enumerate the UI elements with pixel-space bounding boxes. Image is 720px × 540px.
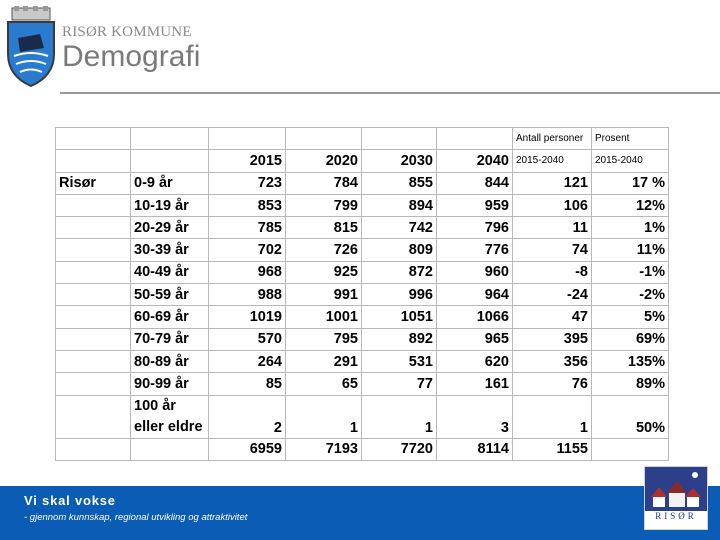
logo-wordmark: RISØR xyxy=(655,511,697,521)
age-group-cell: 90-99 år xyxy=(131,373,209,395)
value-cell-diff: 76 xyxy=(513,373,592,395)
value-cell-v2030: 1051 xyxy=(362,306,437,328)
value-cell-v2015: 723 xyxy=(209,172,286,194)
value-cell-v2030: 892 xyxy=(362,328,437,350)
header-year-2030: 2030 xyxy=(362,150,437,172)
empty-cell xyxy=(56,373,131,395)
age-group-cell: 30-39 år xyxy=(131,239,209,261)
value-cell-pct: 17 % xyxy=(592,172,669,194)
header-range-prosent: 2015-2040 xyxy=(592,150,669,172)
value-cell-v2015: 570 xyxy=(209,328,286,350)
value-cell-diff: 74 xyxy=(513,239,592,261)
empty-cell xyxy=(56,261,131,283)
value-cell-v2030: 996 xyxy=(362,284,437,306)
table-row xyxy=(56,194,669,216)
value-cell-v2040: 796 xyxy=(437,217,513,239)
header-cell xyxy=(131,150,209,172)
value-cell-v2020: 815 xyxy=(286,217,362,239)
footer-title: Vi skal vokse xyxy=(24,493,116,508)
age-group-cell: 80-89 år xyxy=(131,350,209,372)
value-cell-diff: 106 xyxy=(513,194,592,216)
age-group-cell xyxy=(131,395,209,438)
value-cell-v2020: 1 xyxy=(286,395,362,438)
value-cell-v2015: 264 xyxy=(209,350,286,372)
value-cell-v2020: 291 xyxy=(286,350,362,372)
value-cell-pct: 69% xyxy=(592,328,669,350)
header-divider xyxy=(60,92,720,94)
table-row xyxy=(56,373,669,395)
header-year-2015: 2015 xyxy=(209,150,286,172)
value-cell-v2030: 1 xyxy=(362,395,437,438)
value-cell-pct: 12% xyxy=(592,194,669,216)
value-cell-diff: 1 xyxy=(513,395,592,438)
empty-cell xyxy=(56,217,131,239)
value-cell-v2020: 1001 xyxy=(286,306,362,328)
header-cell xyxy=(209,128,286,150)
value-cell-pct: 5% xyxy=(592,306,669,328)
value-cell-pct: 50% xyxy=(592,395,669,438)
header-cell xyxy=(286,128,362,150)
value-cell-v2030: 77 xyxy=(362,373,437,395)
header-cell xyxy=(56,128,131,150)
value-cell-v2020: 65 xyxy=(286,373,362,395)
header-prosent: Prosent xyxy=(592,128,669,150)
value-cell-v2030: 855 xyxy=(362,172,437,194)
value-cell-v2020: 795 xyxy=(286,328,362,350)
table-header-row xyxy=(56,128,669,150)
header-range-antall: 2015-2040 xyxy=(513,150,592,172)
totals-row xyxy=(56,438,669,460)
value-cell-pct: -2% xyxy=(592,284,669,306)
value-cell-diff: 121 xyxy=(513,172,592,194)
table-row xyxy=(56,239,669,261)
value-cell-v2040: 960 xyxy=(437,261,513,283)
value-cell-pct: 89% xyxy=(592,373,669,395)
value-cell-diff: 47 xyxy=(513,306,592,328)
total-cell-v2015: 6959 xyxy=(209,438,286,460)
town-houses-icon xyxy=(645,467,707,511)
empty-cell xyxy=(56,328,131,350)
age-group-cell: 50-59 år xyxy=(131,284,209,306)
value-cell-v2020: 799 xyxy=(286,194,362,216)
value-cell-v2015: 968 xyxy=(209,261,286,283)
risor-logo xyxy=(644,466,708,530)
value-cell-v2040: 3 xyxy=(437,395,513,438)
value-cell-v2015: 785 xyxy=(209,217,286,239)
empty-cell xyxy=(56,284,131,306)
value-cell-v2030: 809 xyxy=(362,239,437,261)
value-cell-diff: 11 xyxy=(513,217,592,239)
total-cell-pct xyxy=(592,438,669,460)
value-cell-v2030: 894 xyxy=(362,194,437,216)
value-cell-v2020: 784 xyxy=(286,172,362,194)
empty-cell xyxy=(56,306,131,328)
page-title: Demografi xyxy=(62,40,201,73)
region-cell: Risør xyxy=(56,172,131,194)
empty-cell xyxy=(56,395,131,438)
value-cell-v2030: 872 xyxy=(362,261,437,283)
age-group-cell: 70-79 år xyxy=(131,328,209,350)
value-cell-v2040: 161 xyxy=(437,373,513,395)
value-cell-v2040: 959 xyxy=(437,194,513,216)
total-cell-v2020: 7193 xyxy=(286,438,362,460)
value-cell-v2020: 991 xyxy=(286,284,362,306)
age-group-line: eller eldre xyxy=(134,418,203,435)
value-cell-v2015: 988 xyxy=(209,284,286,306)
value-cell-v2015: 85 xyxy=(209,373,286,395)
value-cell-v2015: 1019 xyxy=(209,306,286,328)
value-cell-v2015: 702 xyxy=(209,239,286,261)
risor-coat-of-arms-icon xyxy=(4,6,58,88)
total-cell-diff: 1155 xyxy=(513,438,592,460)
value-cell-pct: 11% xyxy=(592,239,669,261)
empty-cell xyxy=(56,350,131,372)
age-group-cell: 40-49 år xyxy=(131,261,209,283)
table-row xyxy=(56,217,669,239)
organization-name: RISØR KOMMUNE xyxy=(62,24,192,40)
age-group-line: 100 år xyxy=(134,397,176,414)
footer-subtitle: - gjennom kunnskap, regional utvikling og attraktivitet xyxy=(24,512,248,523)
value-cell-v2020: 726 xyxy=(286,239,362,261)
header-cell xyxy=(56,150,131,172)
footer-banner xyxy=(0,486,720,540)
value-cell-diff: -24 xyxy=(513,284,592,306)
age-group-cell: 0-9 år xyxy=(131,172,209,194)
empty-cell xyxy=(131,438,209,460)
value-cell-v2030: 742 xyxy=(362,217,437,239)
header-year-2040: 2040 xyxy=(437,150,513,172)
table-row xyxy=(56,284,669,306)
header-year-2020: 2020 xyxy=(286,150,362,172)
empty-cell xyxy=(56,194,131,216)
value-cell-v2015: 2 xyxy=(209,395,286,438)
empty-cell xyxy=(56,438,131,460)
age-group-cell: 20-29 år xyxy=(131,217,209,239)
value-cell-diff: -8 xyxy=(513,261,592,283)
table-row xyxy=(56,261,669,283)
header-cell xyxy=(437,128,513,150)
header-cell xyxy=(362,128,437,150)
table-row xyxy=(56,350,669,372)
value-cell-v2040: 965 xyxy=(437,328,513,350)
header-antall-personer: Antall personer xyxy=(513,128,592,150)
value-cell-pct: 1% xyxy=(592,217,669,239)
table-year-row xyxy=(56,150,669,172)
header-cell xyxy=(131,128,209,150)
total-cell-v2040: 8114 xyxy=(437,438,513,460)
value-cell-diff: 356 xyxy=(513,350,592,372)
value-cell-v2040: 1066 xyxy=(437,306,513,328)
table-row xyxy=(56,172,669,194)
value-cell-v2030: 531 xyxy=(362,350,437,372)
value-cell-pct: 135% xyxy=(592,350,669,372)
value-cell-v2040: 620 xyxy=(437,350,513,372)
table-row xyxy=(56,306,669,328)
value-cell-v2040: 844 xyxy=(437,172,513,194)
empty-cell xyxy=(56,239,131,261)
value-cell-v2020: 925 xyxy=(286,261,362,283)
age-group-cell: 60-69 år xyxy=(131,306,209,328)
value-cell-diff: 395 xyxy=(513,328,592,350)
value-cell-v2040: 776 xyxy=(437,239,513,261)
table-row xyxy=(56,328,669,350)
value-cell-v2040: 964 xyxy=(437,284,513,306)
table-row xyxy=(56,395,669,438)
total-cell-v2030: 7720 xyxy=(362,438,437,460)
value-cell-v2015: 853 xyxy=(209,194,286,216)
age-group-cell: 10-19 år xyxy=(131,194,209,216)
value-cell-pct: -1% xyxy=(592,261,669,283)
demographics-table xyxy=(55,127,669,461)
